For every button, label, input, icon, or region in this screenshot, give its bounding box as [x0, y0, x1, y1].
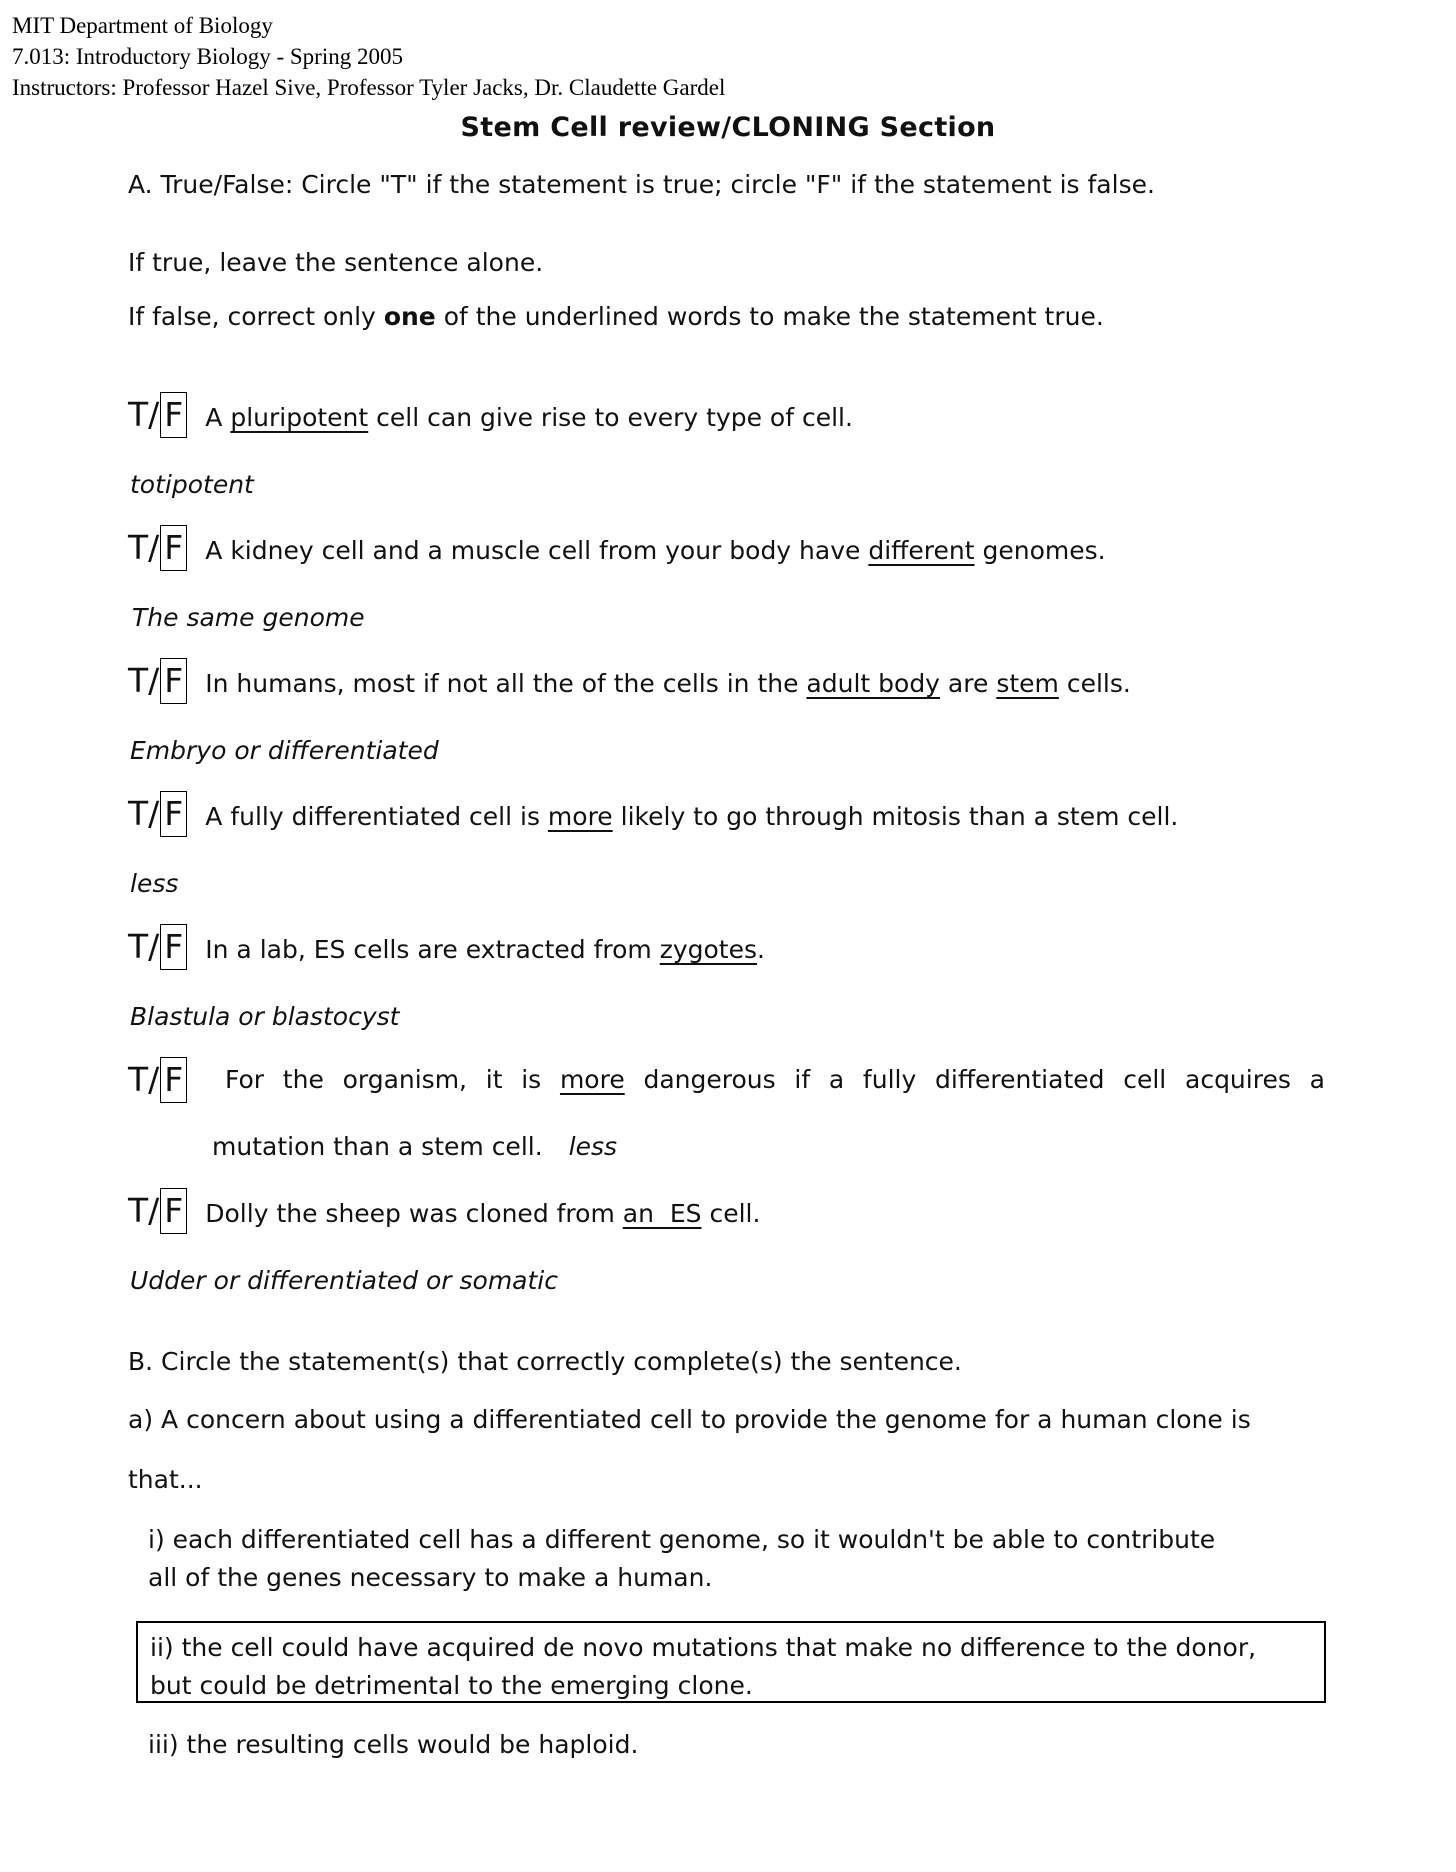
answer-5: Blastula or blastocyst	[130, 1002, 400, 1031]
answer-f-box: F	[160, 791, 187, 837]
course-title: 7.013: Introductory Biology - Spring 2005	[12, 44, 403, 69]
question-4: T/ F A fully differentiated cell is more likely to go through mitosis than a stem cell.	[128, 791, 1178, 837]
answer-f-box: F	[160, 924, 187, 970]
answer-f-box: F	[160, 658, 187, 704]
answer-7: Udder or differentiated or somatic	[130, 1266, 558, 1295]
if-true-instruction: If true, leave the sentence alone.	[128, 248, 544, 277]
answer-f-box: F	[160, 392, 187, 438]
question-b-a-line-2: that...	[128, 1465, 203, 1494]
section-b-instruction: B. Circle the statement(s) that correctly complete(s) the sentence.	[128, 1347, 962, 1376]
answer-f-box: F	[160, 1057, 187, 1103]
option-i: i) each differentiated cell has a different genome, so it wouldn't be able to contribute all of the genes necessary to make a human.	[148, 1525, 1216, 1592]
department: MIT Department of Biology	[12, 13, 273, 38]
document-header	[12, 10, 725, 103]
answer-3: Embryo or differentiated	[130, 736, 439, 765]
answer-2: The same genome	[132, 603, 365, 632]
question-5: T/ F In a lab, ES cells are extracted from zygotes.	[128, 924, 765, 970]
answer-f-box: F	[160, 1188, 187, 1234]
option-iii: iii) the resulting cells would be haploid.	[148, 1730, 639, 1759]
answer-6: less	[568, 1132, 618, 1161]
answer-f-box: F	[160, 525, 187, 571]
instructors: Instructors: Professor Hazel Sive, Professor Tyler Jacks, Dr. Claudette Gardel	[12, 75, 726, 100]
question-6-tf: T/ F	[128, 1057, 187, 1103]
question-b-a-line-1: a) A concern about using a differentiated cell to provide the genome for a human clone is	[128, 1405, 1251, 1434]
answer-4: less	[130, 869, 179, 898]
question-6-line-2: mutation than a stem cell. less	[212, 1132, 618, 1161]
question-1: T/ F A pluripotent cell can give rise to every type of cell.	[128, 392, 853, 438]
if-false-instruction: If false, correct only one of the underlined words to make the statement true.	[128, 302, 1104, 331]
option-ii-circled: ii) the cell could have acquired de novo mutations that make no difference to the donor, but could be detrimental to the emerging clone.	[136, 1621, 1326, 1703]
question-7: T/ F Dolly the sheep was cloned from an ES cell.	[128, 1188, 760, 1234]
question-3: T/ F In humans, most if not all the of the cells in the adult body are stem cells.	[128, 658, 1131, 704]
question-2: T/ F A kidney cell and a muscle cell from your body have different genomes.	[128, 525, 1106, 571]
question-6-line-1: For the organism, it is more dangerous if a fully differentiated cell acquires a	[225, 1065, 1325, 1094]
page-title: Stem Cell review/CLONING Section	[460, 112, 996, 143]
answer-1: totipotent	[130, 470, 254, 499]
section-a-instruction: A. True/False: Circle "T" if the statement is true; circle "F" if the statement is false.	[128, 170, 1155, 199]
